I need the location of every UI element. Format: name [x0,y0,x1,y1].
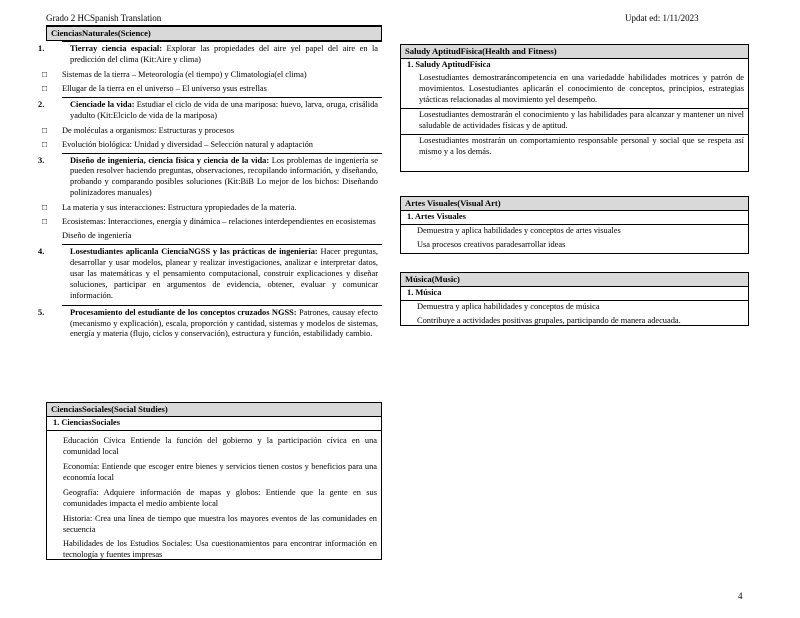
science-item [42,83,382,97]
updated-date: Updat ed: 1/11/2023 [625,13,699,23]
science-item-title: Diseño de ingeniería, ciencia física y ciencia de la vida: [70,155,270,165]
music-item: Demuestra y aplica habilidades y conceptos de música [417,302,600,312]
science-item-number: 4. [38,247,45,256]
music-title: Música(Music) [401,273,748,287]
bullet-icon: □ [42,70,48,80]
science-item [42,139,382,153]
science-item-text: Explorar las propiedades del aire yel papel del aire en la predicción del clima (Kit:Aire y clima) [70,44,379,65]
science-item-text: Sistemas de la tierra – Meteorología (el tiempo) y Climatología(el clima) [62,70,307,80]
bullet-icon: □ [42,83,48,93]
science-item [38,97,382,125]
visual-art-subheading: 1. Artes Visuales [401,211,748,225]
science-item-text: Diseño de ingeniería [62,231,132,241]
science-item-text: Ellugar de la tierra en el universo – El universo ysus estrellas [62,83,267,93]
science-item-number: 2. [38,99,45,109]
science-item [42,216,382,230]
health-fitness-item: Losestudiantes demostraráncompetencia en una variedadde habilidades motrices y patrón de movimientos. Losestudiantes aplicarán el conocimiento de conceptos, principios, estrategias ytácticas relacionadas al movimiento yel desempeño. [419,73,744,104]
social-studies-title: CienciasSociales(Social Studies) [47,403,381,417]
visual-art-section [400,196,749,254]
document-header-title: Grado 2 HCSpanish Translation [46,13,162,23]
health-fitness-subheading: 1. Saludy AptitudFísica [407,60,491,70]
science-item-text: Evolución biológica: Unidad y diversidad – Selección natural y adaptación [62,139,313,149]
health-fitness-item: Losestudiantes demostrarán el conocimiento y las habilidades para alcanzar y mantener un nivel saludable de actividades físicas y de aptitud. [401,108,748,134]
visual-art-title: Artes Visuales(Visual Art) [401,197,748,211]
science-item-text: Patrones, causay efecto (mecanismo y explicación), escala, proporción y cantidad, sistemas y modelos de sistemas, energía y materia (flujo, ciclos y conservación), estructura y función, estabilidady cambio. [70,307,378,339]
science-item [38,305,382,344]
science-item-number: 1. [38,44,45,54]
bullet-icon: □ [42,203,48,213]
social-studies-section [46,402,382,560]
music-subheading: 1. Música [401,287,748,301]
science-item-number: 5. [38,307,45,317]
science-item-text: Estudiar el ciclo de vida de una mariposa: huevo, larva, oruga, crisálida yadulto (Kit:Elciclo de vida de la mariposa) [70,99,378,120]
science-item [42,202,382,216]
science-item [46,230,382,244]
science-title: CienciasNaturales(Science) [46,26,382,41]
music-section [400,272,749,326]
science-item-text: La materia y sus interacciones: Estructura ypropiedades de la materia. [62,203,297,213]
social-studies-list [47,431,381,564]
social-studies-item: Historia: Crea una línea de tiempo que muestra los mayores eventos de las comunidades en secuencia [63,513,377,534]
science-item-text: Los problemas de ingeniería se pueden resolver haciendo preguntas, observaciones, recopilando información, y diseñando, probando y comparando posibles soluciones (Kit:BiB Lo mejor de los bichos: Diseñando polinizadores manuales) [70,155,379,198]
science-item [38,244,382,305]
health-fitness-section [400,44,749,172]
bullet-icon: □ [42,139,48,149]
science-section [38,25,382,380]
science-item-title: Cienciade la vida: [70,99,135,109]
science-item [38,41,382,69]
science-item [42,125,382,139]
science-item-title: Tierray ciencia espacial: [70,44,163,54]
health-fitness-title: Saludy AptitudFísica(Health and Fitness) [401,45,748,59]
science-item-text: Hacer preguntas, desarrollar y usar modelos, planear y realizar investigaciones, analizar e interpretar datos, usar las matemáticas y el pensamiento computacional, construir explicaciones y diseñar soluciones, participar en argumentos de evidencia, obtener, evaluar y comunicar información. [70,247,379,300]
science-item-title: Procesamiento del estudiante de los conceptos cruzados NGSS: [70,307,297,317]
social-studies-item: Educación Cívica Entiende la función del gobierno y la participación cívica en una comunidad local [63,436,377,457]
health-fitness-item: Losestudiantes mostrarán un comportamiento responsable personal y social que se respeta así mismo y a los demás. [401,134,748,160]
social-studies-subheading: 1. CienciasSociales [47,417,381,431]
social-studies-item: Habilidades de los Estudios Sociales: Usa cuestionamientos para encontrar información en tecnología y fuentes impresas [63,539,377,560]
science-item [38,153,382,203]
visual-art-item: Usa procesos creativos paradesarrollar ideas [417,240,566,250]
health-fitness-list [401,72,748,159]
social-studies-item: Economía: Entiende que escoger entre bienes y servicios tienen costos y beneficios para una economía local [63,461,377,482]
bullet-icon: □ [42,125,48,135]
page-number: 4 [738,591,743,601]
bullet-icon: □ [42,217,48,227]
visual-art-list [401,225,748,253]
science-list [38,41,382,343]
science-item [42,69,382,83]
science-item-number: 3. [38,155,45,165]
music-item: Contribuye a actividades positivas grupales, participando de manera adecuada. [417,316,681,326]
science-item-text: De moléculas a organismos: Estructuras y procesos [62,125,234,135]
social-studies-item: Geografía: Adquiere información de mapas y globos: Entiende que la gente en sus comunidades impacta el medio ambiente local [63,487,377,508]
science-item-text: Ecosistemas: Interacciones, energía y dinámica – relaciones interdependientes en ecosistemas [62,217,376,227]
music-list [401,301,748,329]
visual-art-item: Demuestra y aplica habilidades y conceptos de artes visuales [417,226,621,236]
science-item-title: Losestudiantes aplicanla CienciaNGSS y las prácticas de ingeniería: [70,247,318,256]
